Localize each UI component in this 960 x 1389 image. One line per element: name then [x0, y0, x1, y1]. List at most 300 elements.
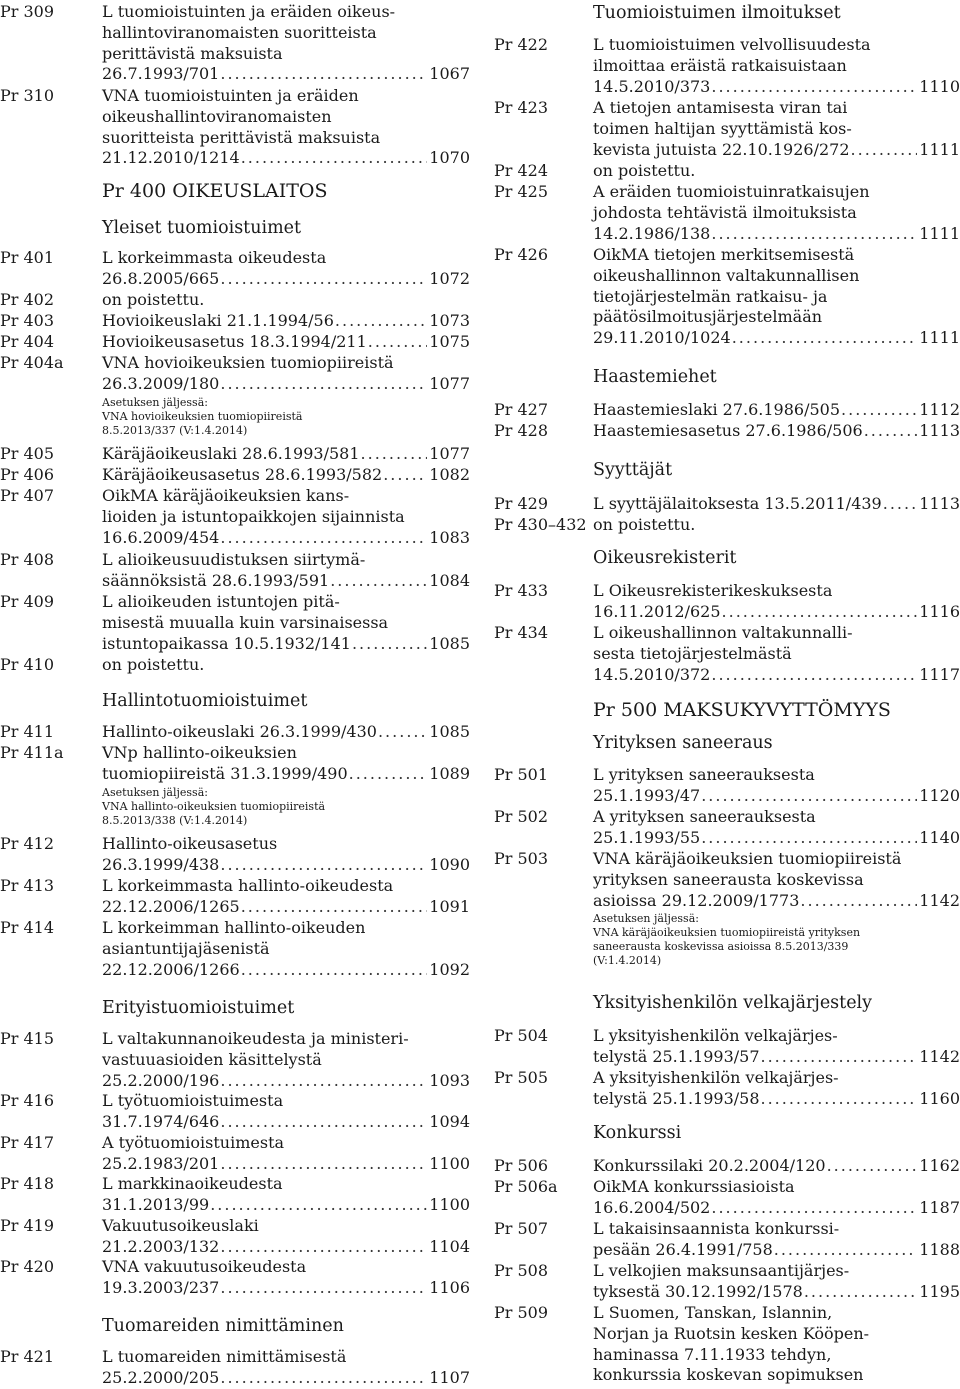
entry-number: Pr 426: [494, 245, 549, 264]
page-number: 1084: [429, 570, 470, 590]
entry-title-line: OikMA konkurssiasioista: [593, 1177, 795, 1196]
entry-title-line: toimen haltijan syyttämistä kos-: [593, 118, 852, 138]
entry-text: [102, 1347, 470, 1389]
index-entry: [0, 743, 470, 828]
page-number: 1112: [919, 400, 960, 419]
entry-reference: Haastemieslaki 27.6.1986/505: [593, 400, 841, 419]
dot-leader: [710, 77, 917, 98]
entry-text: [102, 311, 470, 332]
index-entry: [0, 465, 470, 486]
entry-text: [102, 86, 470, 169]
dot-leader: [240, 960, 428, 981]
page-number: 1091: [429, 896, 470, 916]
note-line: VNA hallinto-oikeuksien tuomiopiireistä: [102, 799, 326, 813]
note-line: Asetuksen jäljessä:: [593, 912, 699, 926]
index-entry: [0, 1133, 470, 1175]
entry-reference: Konkurssilaki 20.2.2004/120: [593, 1156, 826, 1175]
dot-leader: [710, 665, 917, 686]
entry-number: Pr 310: [0, 86, 55, 105]
entry-text: [102, 592, 470, 654]
index-entry: [494, 161, 960, 182]
note-line: Asetuksen jäljessä:: [102, 395, 208, 409]
index-entry: [494, 807, 960, 849]
entry-reference: Käräjäoikeuslaki 28.6.1993/581: [102, 444, 360, 463]
dot-leader: [760, 1089, 918, 1110]
entry-number: Pr 502: [494, 807, 549, 826]
entry-title-line: L korkeimmasta oikeudesta: [102, 248, 327, 267]
entry-text: [593, 807, 960, 849]
section-heading: Pr 500 MAKSUKYVYTTÖMYYS: [593, 699, 891, 721]
entry-reference: asioissa 29.12.2009/1773: [593, 890, 800, 910]
entry-note: [102, 786, 470, 828]
entry-title-line: L Suomen, Tanskan, Islannin,: [593, 1303, 833, 1322]
dot-leader: [219, 1154, 427, 1175]
entry-reference-line: [102, 311, 470, 332]
entry-title-line: L tuomareiden nimittämisestä: [102, 1347, 347, 1366]
entry-reference-line: [593, 1089, 960, 1110]
entry-number: Pr 420: [0, 1257, 55, 1276]
entry-reference: Haastemiesasetus 27.6.1986/506: [593, 421, 863, 440]
entry-reference-line: [102, 1195, 470, 1216]
entry-text: [102, 743, 470, 828]
entry-number: Pr 406: [0, 465, 55, 484]
entry-reference: 14.5.2010/372: [593, 664, 711, 684]
index-entry: [0, 876, 470, 918]
entry-reference: 16.6.2004/502: [593, 1197, 711, 1217]
entry-title-line: asiantuntijajäsenistä: [102, 938, 270, 958]
entry-text: [593, 245, 960, 349]
entry-number: Pr 434: [494, 623, 549, 642]
entry-text: [593, 1026, 960, 1068]
note-line: VNA käräjäoikeuksien tuomiopiireistä yrityksen: [593, 926, 861, 940]
entry-title-line: A yrityksen saneerauksesta: [593, 807, 816, 826]
index-entry: [0, 353, 470, 438]
entry-number: Pr 433: [494, 581, 549, 600]
entry-text: [102, 655, 470, 676]
dot-leader: [721, 602, 918, 623]
entry-title-line: on poistettu.: [593, 515, 696, 534]
page-number: 1142: [919, 890, 960, 910]
entry-reference: telystä 25.1.1993/57: [593, 1046, 760, 1066]
entry-reference-line: [102, 465, 470, 486]
entry-text: [593, 421, 960, 442]
index-entry: [494, 182, 960, 244]
entry-number: Pr 505: [494, 1068, 549, 1087]
dot-leader: [840, 400, 917, 421]
entry-reference: 26.8.2005/665: [102, 268, 220, 288]
dot-leader: [329, 571, 427, 592]
entry-title-line: hallintoviranomaisten suoritteista: [102, 22, 377, 42]
entry-reference: 21.2.2003/132: [102, 1236, 220, 1256]
entry-reference-line: [102, 571, 470, 592]
dot-leader: [219, 1112, 427, 1133]
dot-leader: [700, 828, 917, 849]
entry-reference: 25.1.1993/55: [593, 827, 701, 847]
index-entry: [494, 98, 960, 160]
entry-reference-line: [102, 634, 470, 655]
entry-title-line: suoritteista perittävistä maksuista: [102, 127, 381, 147]
dot-leader: [367, 332, 428, 353]
entry-text: [593, 400, 960, 421]
entry-reference: 31.1.2013/99: [102, 1194, 210, 1214]
page-number: 1092: [429, 959, 470, 979]
entry-reference: 26.7.1993/701: [102, 64, 220, 84]
entry-number: Pr 509: [494, 1303, 549, 1322]
entry-title-line: L tuomioistuinten ja eräiden oikeus-: [102, 2, 396, 21]
entry-reference-line: [593, 602, 960, 623]
entry-reference: 14.2.1986/138: [593, 223, 711, 243]
entry-number: Pr 416: [0, 1091, 55, 1110]
page-number: 1111: [919, 139, 960, 159]
entry-number: Pr 417: [0, 1133, 55, 1152]
dot-leader: [760, 1047, 918, 1068]
entry-text: [102, 1257, 470, 1299]
entry-reference: 21.12.2010/1214: [102, 148, 240, 168]
entry-text: [102, 550, 470, 592]
page-number: 1140: [919, 827, 960, 847]
page-number: 1160: [919, 1088, 960, 1108]
index-entry: [0, 550, 470, 592]
entry-text: [102, 722, 470, 743]
page-number: 1188: [919, 1239, 960, 1259]
entry-reference: 25.2.1983/201: [102, 1153, 220, 1173]
entry-number: Pr 425: [494, 182, 549, 201]
index-entry: [494, 494, 960, 515]
entry-reference: 19.3.2003/237: [102, 1277, 220, 1297]
entry-title-line: lioiden ja istuntopaikkojen sijainnista: [102, 506, 405, 526]
page-number: 1120: [919, 785, 960, 805]
page-number: 1111: [919, 223, 960, 243]
entry-title-line: A yksityishenkilön velkajärjes-: [593, 1068, 839, 1087]
entry-title-line: perittävistä maksuista: [102, 43, 283, 63]
page-number: 1142: [919, 1046, 960, 1066]
subsection-heading: Tuomareiden nimittäminen: [102, 1316, 344, 1336]
entry-title-line: VNA tuomioistuinten ja eräiden: [102, 86, 359, 105]
dot-leader: [219, 64, 427, 85]
dot-leader: [382, 465, 427, 486]
entry-title-line: päätösilmoitusjärjestelmään: [593, 307, 823, 327]
subsection-heading: Konkurssi: [593, 1123, 682, 1143]
note-line: 8.5.2013/338 (V:1.4.2014): [102, 813, 248, 827]
dot-leader: [348, 764, 428, 785]
entry-title-line: L markkinaoikeudesta: [102, 1174, 283, 1193]
entry-title-line: L alioikeuden istuntojen pitä-: [102, 592, 340, 611]
entry-reference: 14.5.2010/373: [593, 76, 711, 96]
entry-reference-line: [102, 269, 470, 290]
entry-text: [102, 444, 470, 465]
entry-reference: 25.2.2000/196: [102, 1070, 220, 1090]
page-number: 1067: [429, 64, 470, 84]
index-entry: [494, 849, 960, 968]
index-entry: [0, 834, 470, 876]
page-number: 1090: [429, 854, 470, 874]
entry-reference-line: [102, 1112, 470, 1133]
page-number: 1082: [429, 465, 470, 484]
dot-leader: [710, 224, 917, 245]
entry-reference-line: [102, 960, 470, 981]
subsection-heading: Yksityishenkilön velkajärjestely: [593, 993, 873, 1013]
page-number: 1093: [429, 1070, 470, 1090]
page-number: 1075: [429, 332, 470, 351]
entry-number: Pr 412: [0, 834, 55, 853]
entry-title-line: OikMA käräjäoikeuksien kans-: [102, 486, 350, 505]
subsection-heading: Haastemiehet: [593, 367, 717, 387]
dot-leader: [219, 374, 427, 395]
entry-title-line: L takaisinsaannista konkurssi-: [593, 1219, 840, 1238]
dot-leader: [863, 421, 918, 442]
dot-leader: [219, 1278, 427, 1299]
page-number: 1107: [429, 1367, 470, 1387]
entry-text: [102, 1091, 470, 1133]
note-line: VNA hovioikeuksien tuomiopiireistä: [102, 409, 303, 423]
entry-reference-line: [102, 332, 470, 353]
page-number: 1077: [429, 373, 470, 393]
entry-number: Pr 504: [494, 1026, 549, 1045]
index-entry: [0, 248, 470, 290]
index-entry: [0, 486, 470, 548]
note-line: (V:1.4.2014): [593, 954, 662, 968]
entry-title-line: konkurssia koskevan sopimuksen: [593, 1365, 864, 1385]
entry-text: [102, 465, 470, 486]
index-entry: [494, 581, 960, 623]
entry-reference-line: [102, 64, 470, 85]
page-number: 1113: [919, 494, 960, 513]
entry-number: Pr 421: [0, 1347, 55, 1366]
entry-note: [102, 396, 470, 438]
entry-text: [102, 332, 470, 353]
entry-text: [102, 290, 470, 311]
entry-title-line: L yksityishenkilön velkajärjes-: [593, 1026, 838, 1045]
page-number: 1073: [429, 311, 470, 330]
entry-title-line: haminassa 7.11.1933 tehdyn,: [593, 1344, 832, 1364]
dot-leader: [882, 494, 918, 515]
entry-reference: tuomiopiireistä 31.3.1999/490: [102, 763, 348, 783]
entry-reference: säännöksistä 28.6.1993/591: [102, 570, 330, 590]
page-number: 1113: [919, 421, 960, 440]
entry-number: Pr 422: [494, 35, 549, 54]
entry-title-line: oikeushallinnon valtakunnallisen: [593, 265, 860, 285]
entry-number: Pr 508: [494, 1261, 549, 1280]
page-number: 1089: [429, 763, 470, 783]
page-number: 1116: [919, 601, 960, 621]
entry-title-line: L työtuomioistuimesta: [102, 1091, 284, 1110]
index-entry: [0, 1174, 470, 1216]
entry-note: [593, 912, 960, 968]
entry-reference: tyksestä 30.12.1992/1578: [593, 1281, 803, 1301]
index-entry: [494, 515, 960, 536]
entry-text: [102, 353, 470, 438]
index-entry: [0, 1347, 470, 1389]
subsection-heading: Yleiset tuomioistuimet: [102, 218, 302, 238]
index-entry: [494, 1068, 960, 1110]
dot-leader: [360, 444, 428, 465]
entry-reference: Hovioikeuslaki 21.1.1994/56: [102, 311, 334, 330]
entry-reference: 16.6.2009/454: [102, 527, 220, 547]
entry-number: Pr 410: [0, 655, 55, 674]
entry-number: Pr 427: [494, 400, 549, 419]
index-entry: [494, 765, 960, 807]
index-entry: [0, 722, 470, 743]
entry-number: Pr 501: [494, 765, 549, 784]
entry-text: [593, 1068, 960, 1110]
entry-number: Pr 506a: [494, 1177, 558, 1196]
index-entry: [0, 290, 470, 311]
entry-text: [593, 1303, 960, 1386]
entry-reference-line: [593, 665, 960, 686]
entry-number: Pr 506: [494, 1156, 549, 1175]
page-number: 1104: [429, 1236, 470, 1256]
entry-title-line: Hallinto-oikeusasetus: [102, 834, 278, 853]
subsection-heading: Oikeusrekisterit: [593, 548, 737, 568]
entry-number: Pr 401: [0, 248, 55, 267]
subsection-heading: Yrityksen saneeraus: [593, 733, 773, 753]
entry-text: [593, 35, 960, 97]
entry-number: Pr 411a: [0, 743, 64, 762]
entry-text: [593, 581, 960, 623]
entry-reference-line: [102, 444, 470, 465]
dot-leader: [219, 1071, 427, 1092]
entry-number: Pr 404a: [0, 353, 64, 372]
entry-reference-line: [102, 1368, 470, 1389]
entry-text: [102, 1133, 470, 1175]
index-entry: [0, 332, 470, 353]
entry-reference-line: [593, 140, 960, 161]
entry-text: [593, 1219, 960, 1261]
entry-title-line: VNA vakuutusoikeudesta: [102, 1257, 307, 1276]
entry-reference: pesään 26.4.1991/758: [593, 1239, 773, 1259]
entry-reference-line: [593, 828, 960, 849]
dot-leader: [377, 722, 427, 743]
entry-reference: 22.12.2006/1266: [102, 959, 240, 979]
dot-leader: [773, 1240, 918, 1261]
entry-number: Pr 429: [494, 494, 549, 513]
note-line: 8.5.2013/337 (V:1.4.2014): [102, 423, 248, 437]
index-entry: [494, 1177, 960, 1219]
entry-text: [593, 161, 960, 182]
entry-text: [102, 2, 470, 85]
page-number: 1195: [919, 1281, 960, 1301]
entry-reference-line: [593, 1156, 960, 1177]
dot-leader: [799, 891, 917, 912]
entry-title-line: misestä muualla kuin varsinaisessa: [102, 612, 389, 632]
entry-text: [593, 849, 960, 968]
entry-reference-line: [102, 1237, 470, 1258]
page-number: 1070: [429, 148, 470, 168]
subsection-heading: Hallintotuomioistuimet: [102, 691, 308, 711]
note-line: Asetuksen jäljessä:: [102, 785, 208, 799]
entry-number: Pr 413: [0, 876, 55, 895]
index-entry: [494, 35, 960, 97]
entry-reference-line: [102, 1071, 470, 1092]
entry-reference-line: [102, 1154, 470, 1175]
entry-reference-line: [102, 855, 470, 876]
entry-title-line: VNA käräjäoikeuksien tuomiopiireistä: [593, 849, 902, 868]
index-entry: [0, 918, 470, 980]
entry-title-line: yrityksen saneerausta koskevissa: [593, 869, 864, 889]
entry-reference: 29.11.2010/1024: [593, 328, 731, 348]
page-number: 1187: [919, 1197, 960, 1217]
entry-reference-line: [593, 1240, 960, 1261]
index-entry: [0, 655, 470, 676]
entry-reference: Hallinto-oikeuslaki 26.3.1999/430: [102, 722, 377, 741]
dot-leader: [351, 634, 427, 655]
entry-text: [593, 98, 960, 160]
entry-reference-line: [593, 786, 960, 807]
page-number: 1077: [429, 444, 470, 463]
page-number: 1094: [429, 1111, 470, 1131]
entry-reference-line: [593, 224, 960, 245]
index-entry: [494, 421, 960, 442]
dot-leader: [209, 1195, 427, 1216]
entry-text: [593, 182, 960, 244]
entry-reference-line: [102, 374, 470, 395]
entry-title-line: johdosta tehtävistä ilmoituksista: [593, 202, 857, 222]
entry-number: Pr 411: [0, 722, 55, 741]
dot-leader: [219, 1368, 427, 1389]
index-entry: [494, 400, 960, 421]
entry-title-line: OikMA tietojen merkitsemisestä: [593, 245, 855, 264]
dot-leader: [826, 1156, 918, 1177]
entry-title-line: L velkojien maksunsaantijärjes-: [593, 1261, 850, 1280]
entry-text: [102, 918, 470, 980]
entry-number: Pr 428: [494, 421, 549, 440]
dot-leader: [700, 786, 917, 807]
entry-number: Pr 405: [0, 444, 55, 463]
entry-reference: Käräjäoikeusasetus 28.6.1993/582: [102, 465, 383, 484]
dot-leader: [219, 855, 427, 876]
entry-reference-line: [102, 148, 470, 169]
subsection-heading: Syyttäjät: [593, 460, 673, 480]
entry-text: [593, 1177, 960, 1219]
entry-reference-line: [593, 1198, 960, 1219]
entry-title-line: L tuomioistuimen velvollisuudesta: [593, 35, 871, 54]
entry-reference: 26.3.2009/180: [102, 373, 220, 393]
entry-number: Pr 507: [494, 1219, 549, 1238]
entry-number: Pr 309: [0, 2, 55, 21]
entry-title-line: tietojärjestelmän ratkaisu- ja: [593, 286, 828, 306]
entry-reference: 25.2.2000/205: [102, 1367, 220, 1387]
entry-text: [593, 1156, 960, 1177]
entry-reference-line: [593, 1047, 960, 1068]
index-entry: [494, 1261, 960, 1303]
entry-title-line: L korkeimman hallinto-oikeuden: [102, 918, 366, 937]
entry-number: Pr 403: [0, 311, 55, 330]
index-entry: [0, 444, 470, 465]
entry-reference: 25.1.1993/47: [593, 785, 701, 805]
dot-leader: [731, 328, 918, 349]
dot-leader: [240, 897, 428, 918]
entry-text: [593, 494, 960, 515]
page-number: 1110: [919, 76, 960, 96]
entry-number: Pr 404: [0, 332, 55, 351]
entry-reference-line: [102, 1278, 470, 1299]
entry-reference: telystä 25.1.1993/58: [593, 1088, 760, 1108]
page-number: 1117: [919, 664, 960, 684]
entry-number: Pr 419: [0, 1216, 55, 1235]
entry-text: [102, 248, 470, 290]
entry-reference: kevista jutuista 22.10.1926/272: [593, 139, 850, 159]
page-number: 1111: [919, 328, 960, 348]
entry-reference-line: [593, 891, 960, 912]
entry-title-line: VNp hallinto-oikeuksien: [102, 743, 297, 762]
entry-number: Pr 430–432: [494, 515, 587, 534]
entry-number: Pr 415: [0, 1029, 55, 1048]
subsection-heading: Erityistuomioistuimet: [102, 998, 295, 1018]
dot-leader: [850, 140, 918, 161]
entry-reference: 22.12.2006/1265: [102, 896, 240, 916]
page-number: 1100: [429, 1194, 470, 1214]
entry-title-line: Norjan ja Ruotsin kesken Kööpen-: [593, 1323, 870, 1343]
